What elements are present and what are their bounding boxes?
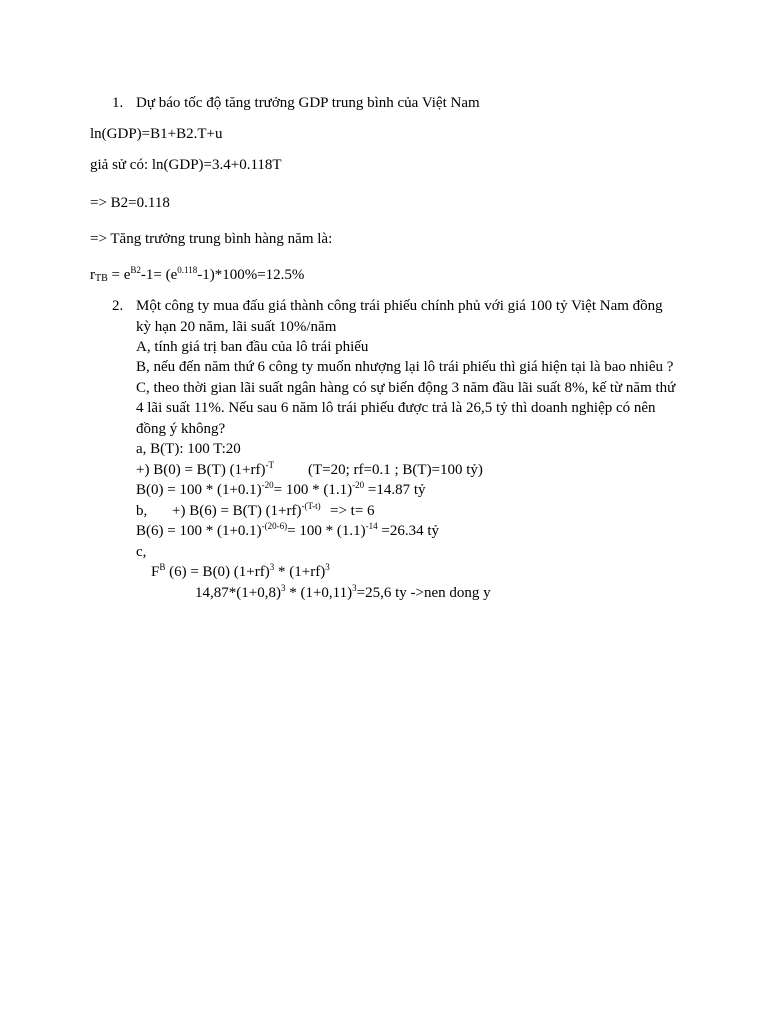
- a-calc-part3: =14.87 tỷ: [364, 482, 426, 498]
- c-calc-part2: * (1+0,11): [285, 585, 353, 601]
- c-formula-sup3: 3: [325, 562, 330, 572]
- formula-sup2: 0.118: [177, 265, 198, 275]
- formula-part2: -1= (e: [140, 267, 178, 283]
- formula-part3: -1)*100%=12.5%: [197, 267, 305, 283]
- item1-heading: Dự báo tốc độ tăng trưởng GDP trung bình của Việt Nam: [136, 95, 480, 111]
- c-formula-part3: * (1+rf): [274, 564, 326, 580]
- answer-c-calc: [195, 584, 491, 602]
- answer-a-line: a, B(T): 100 T:20: [136, 441, 241, 457]
- a-calc-part2: = 100 * (1.1): [273, 482, 353, 498]
- item2-line-6: 4 lãi suất 11%. Nếu sau 6 năm lô trái phiếu được trả là 26,5 tỷ thì doanh nghiệp có nên: [136, 400, 656, 416]
- c-formula-part2: (6) = B(0) (1+rf): [165, 564, 270, 580]
- c-calc-part3: =25,6 ty ->nen dong y: [356, 585, 491, 601]
- c-formula-sup-b: B: [159, 562, 166, 572]
- answer-b-formula: [172, 502, 321, 520]
- b2-line: => B2=0.118: [90, 195, 170, 211]
- assumption-line: giả sử có: ln(GDP)=3.4+0.118T: [90, 157, 282, 173]
- item2-line-7: đồng ý không?: [136, 421, 226, 437]
- b-calc-part3: =26.34 tỷ: [377, 523, 439, 539]
- answer-a-formula: [136, 461, 274, 479]
- b-formula-sup: -(T-t): [301, 501, 321, 511]
- answer-a-calc: [136, 481, 426, 499]
- b-calc-part1: B(6) = 100 * (1+0.1): [136, 523, 262, 539]
- answer-b-label: b,: [136, 503, 148, 519]
- item2-line-1: Một công ty mua đấu giá thành công trái phiếu chính phủ với giá 100 tỷ Việt Nam đồng: [136, 298, 663, 314]
- c-formula-f: F: [151, 564, 160, 580]
- item2-line-4: B, nếu đến năm thứ 6 công ty muốn nhượng lại lô trái phiếu thì giá hiện tại là bao nhiêu ?: [136, 359, 674, 375]
- answer-a-params: (T=20; rf=0.1 ; B(T)=100 tỷ): [308, 462, 483, 478]
- item2-line-3: A, tính giá trị ban đầu của lô trái phiếu: [136, 339, 369, 355]
- c-calc-part1: 14,87*(1+0,8): [195, 585, 281, 601]
- formula-r-sub: TB: [95, 273, 108, 284]
- b-calc-sup1: -(20-6): [261, 521, 288, 531]
- a-calc-part1: B(0) = 100 * (1+0.1): [136, 482, 262, 498]
- formula-sup1: B2: [130, 265, 141, 275]
- growth-intro: => Tăng trưởng trung bình hàng năm là:: [90, 231, 333, 247]
- b-calc-sup2: -14: [365, 521, 378, 531]
- list-number-2: 2.: [112, 298, 124, 314]
- list-number-1: 1.: [112, 95, 124, 111]
- a-calc-sup1: -20: [261, 480, 274, 490]
- c-calc-sup1: 3: [280, 583, 286, 593]
- answer-b-calc: [136, 522, 439, 540]
- formula-r: r: [90, 267, 95, 283]
- a-formula-sup: -T: [265, 460, 275, 470]
- model-equation: ln(GDP)=B1+B2.T+u: [90, 126, 223, 142]
- b-formula-text: +) B(6) = B(T) (1+rf): [172, 503, 302, 519]
- answer-c-label: c,: [136, 544, 147, 560]
- item2-line-5: C, theo thời gian lãi suất ngân hàng có sự biến động 3 năm đầu lãi suất 8%, kế từ năm thứ: [136, 380, 676, 396]
- formula-part1: = e: [107, 267, 131, 283]
- answer-c-formula: [151, 563, 330, 581]
- growth-formula: [90, 266, 304, 284]
- answer-b-t: => t= 6: [330, 503, 375, 519]
- b-calc-part2: = 100 * (1.1): [287, 523, 366, 539]
- item2-line-2: kỳ hạn 20 năm, lãi suất 10%/năm: [136, 319, 337, 335]
- c-calc-sup2: 3: [352, 583, 357, 593]
- a-formula-text: +) B(0) = B(T) (1+rf): [136, 462, 266, 478]
- a-calc-sup2: -20: [352, 480, 365, 490]
- c-formula-sup2: 3: [269, 562, 275, 572]
